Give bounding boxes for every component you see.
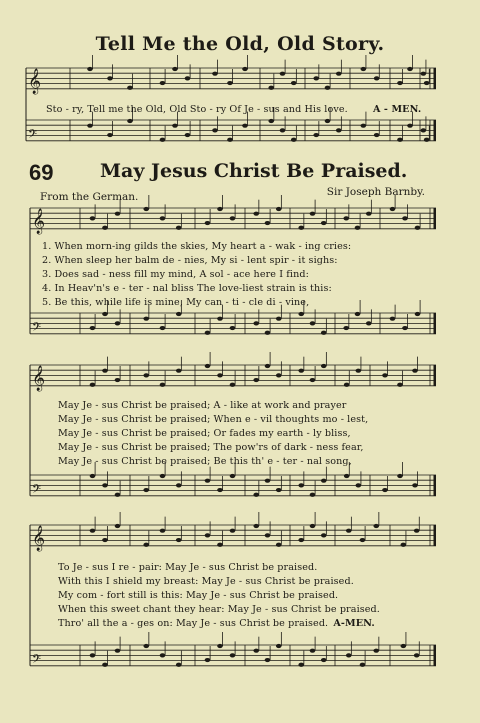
note-head — [276, 644, 282, 648]
end-bar — [434, 475, 437, 496]
note-head — [344, 474, 350, 478]
note-head — [310, 378, 316, 382]
bass-clef-icon: 𝄢 — [32, 482, 42, 499]
note-head — [102, 312, 108, 316]
note-head — [253, 321, 259, 325]
top-hymn-amen: A - MEN. — [372, 104, 422, 115]
note-head — [90, 653, 96, 657]
verse-line: May Je - sus Christ be praised; Be this th' e - ter - nal song, — [58, 456, 352, 467]
end-bar — [434, 68, 437, 89]
note-head — [143, 488, 149, 492]
note-head — [366, 212, 372, 216]
note-head — [374, 133, 380, 137]
note-head — [115, 649, 121, 653]
note-head — [230, 653, 236, 657]
note-head — [361, 67, 367, 71]
note-head — [205, 331, 211, 335]
note-head — [276, 317, 282, 321]
note-head — [401, 644, 407, 648]
note-head — [212, 128, 218, 132]
note-head — [253, 649, 259, 653]
note-head — [115, 212, 121, 216]
note-head — [115, 378, 121, 382]
end-bar — [434, 525, 437, 546]
note-head — [205, 479, 211, 483]
note-head — [205, 658, 211, 662]
verse-line: 4. In Heav'n's e - ter - nal bliss The love-liest strain is this: — [42, 283, 332, 294]
note-head — [102, 226, 108, 230]
note-head — [280, 72, 286, 76]
note-head — [276, 488, 282, 492]
note-head — [143, 207, 149, 211]
note-head — [185, 133, 191, 137]
note-head — [160, 529, 166, 533]
note-head — [421, 72, 427, 76]
note-head — [217, 644, 223, 648]
note-head — [343, 216, 349, 220]
note-head — [313, 133, 319, 137]
verse-line: To Je - sus I re - pair: May Je - sus Christ be praised. — [58, 562, 318, 573]
note-head — [143, 543, 149, 547]
verse-line: 2. When sleep her balm de - nies, My si - lent spir - it sighs: — [42, 255, 338, 266]
note-head — [397, 138, 403, 142]
note-head — [176, 226, 182, 230]
note-head — [115, 321, 121, 325]
note-head — [160, 653, 166, 657]
treble-clef-icon: 𝄞 — [28, 68, 42, 94]
note-head — [344, 383, 350, 387]
note-head — [414, 529, 420, 533]
note-head — [160, 474, 166, 478]
top-hymn-title: Tell Me the Old, Old Story. — [95, 33, 385, 55]
note-head — [390, 317, 396, 321]
note-head — [298, 483, 304, 487]
verse-line: May Je - sus Christ be praised; When e - vil thoughts mo - lest, — [58, 414, 369, 425]
end-bar — [434, 120, 437, 141]
note-head — [212, 72, 218, 76]
note-head — [412, 483, 418, 487]
note-head — [127, 119, 133, 123]
note-head — [242, 67, 248, 71]
note-head — [356, 483, 362, 487]
note-head — [87, 67, 93, 71]
verse-line: 5. Be this, while life is mine, My can - ti - cle di - vine, — [42, 297, 310, 308]
note-head — [291, 138, 297, 142]
note-head — [143, 373, 149, 377]
note-head — [390, 207, 396, 211]
hymn-amen: A-MEN. — [333, 618, 375, 629]
verse-line: 1. When morn-ing gilds the skies, My heart a - wak - ing cries: — [42, 241, 352, 252]
note-head — [310, 524, 316, 528]
note-head — [298, 312, 304, 316]
note-head — [268, 119, 274, 123]
note-head — [402, 216, 408, 220]
note-head — [205, 364, 211, 368]
note-head — [176, 369, 182, 373]
verse-line: 3. Does sad - ness fill my mind, A sol - ace here I find: — [42, 269, 309, 280]
note-head — [265, 479, 271, 483]
note-head — [160, 383, 166, 387]
note-head — [230, 326, 236, 330]
note-head — [310, 649, 316, 653]
verse-line: My com - fort still is this: May Je - sus Christ be praised. — [58, 590, 339, 601]
note-head — [397, 474, 403, 478]
note-head — [382, 488, 388, 492]
note-head — [90, 216, 96, 220]
note-head — [230, 474, 236, 478]
note-head — [90, 326, 96, 330]
note-head — [424, 138, 430, 142]
note-head — [336, 128, 342, 132]
note-head — [102, 538, 108, 542]
hymn-number: 69 — [29, 160, 54, 185]
note-head — [373, 649, 379, 653]
note-head — [227, 138, 233, 142]
verse-line: May Je - sus Christ be praised; Or fades my earth - ly bliss, — [58, 428, 351, 439]
note-head — [346, 653, 352, 657]
note-head — [176, 538, 182, 542]
note-head — [325, 86, 331, 90]
verse-line: May Je - sus Christ be praised; The pow'rs of dark - ness fear, — [58, 442, 364, 453]
note-head — [176, 483, 182, 487]
note-head — [343, 326, 349, 330]
verse-line: Thro' all the a - ges on: May Je - sus Christ be praised. A-MEN. — [58, 618, 375, 629]
verse-line: With this I shield my breast: May Je - sus Christ be praised. — [58, 576, 354, 587]
bass-clef-icon: 𝄢 — [28, 127, 38, 144]
note-head — [407, 67, 413, 71]
note-head — [160, 138, 166, 142]
note-head — [321, 364, 327, 368]
note-head — [321, 479, 327, 483]
note-head — [253, 524, 259, 528]
note-head — [160, 326, 166, 330]
note-head — [325, 119, 331, 123]
note-head — [102, 369, 108, 373]
note-head — [265, 533, 271, 537]
note-head — [276, 373, 282, 377]
note-head — [217, 207, 223, 211]
note-head — [313, 76, 319, 80]
note-head — [230, 383, 236, 387]
note-head — [424, 81, 430, 85]
top-hymn-lyric: Sto - ry, Tell me the Old, Old Sto - ry Of Je - sus and His love. A - MEN. — [46, 104, 422, 115]
note-head — [407, 124, 413, 128]
verse-line: May Je - sus Christ be praised; A - like at work and prayer — [58, 400, 347, 411]
note-head — [143, 644, 149, 648]
note-head — [107, 133, 113, 137]
note-head — [102, 663, 108, 667]
note-head — [230, 216, 236, 220]
treble-clef-icon: 𝄞 — [32, 525, 46, 551]
note-head — [360, 663, 366, 667]
note-head — [355, 226, 361, 230]
note-head — [253, 493, 259, 497]
bass-clef-icon: 𝄢 — [32, 320, 42, 337]
note-head — [397, 81, 403, 85]
note-head — [230, 529, 236, 533]
note-head — [355, 312, 361, 316]
note-head — [321, 331, 327, 335]
note-head — [298, 226, 304, 230]
note-head — [205, 533, 211, 537]
verse-line: When this sweet chant they hear: May Je - sus Christ be praised. — [58, 604, 380, 615]
note-head — [242, 124, 248, 128]
note-head — [321, 221, 327, 225]
note-head — [160, 216, 166, 220]
note-head — [310, 212, 316, 216]
note-head — [310, 321, 316, 325]
note-head — [414, 653, 420, 657]
note-head — [115, 524, 121, 528]
treble-clef-icon: 𝄞 — [32, 365, 46, 391]
note-head — [298, 369, 304, 373]
note-head — [217, 543, 223, 547]
note-head — [321, 658, 327, 662]
note-head — [336, 72, 342, 76]
note-head — [382, 373, 388, 377]
note-head — [321, 533, 327, 537]
note-head — [265, 221, 271, 225]
note-head — [253, 378, 259, 382]
note-head — [217, 488, 223, 492]
note-head — [280, 128, 286, 132]
note-head — [253, 212, 259, 216]
end-bar — [434, 313, 437, 334]
note-head — [127, 86, 133, 90]
note-head — [90, 474, 96, 478]
note-head — [217, 317, 223, 321]
note-head — [160, 81, 166, 85]
note-head — [401, 543, 407, 547]
note-head — [143, 317, 149, 321]
note-head — [346, 529, 352, 533]
note-head — [373, 524, 379, 528]
treble-clef-icon: 𝄞 — [32, 208, 46, 234]
note-head — [298, 538, 304, 542]
note-head — [90, 529, 96, 533]
note-head — [90, 383, 96, 387]
note-head — [356, 369, 362, 373]
note-head — [217, 373, 223, 377]
note-head — [412, 369, 418, 373]
note-head — [366, 321, 372, 325]
note-head — [374, 76, 380, 80]
note-head — [397, 383, 403, 387]
note-head — [115, 493, 121, 497]
note-head — [415, 226, 421, 230]
note-head — [265, 331, 271, 335]
note-head — [176, 312, 182, 316]
note-head — [310, 493, 316, 497]
note-head — [102, 483, 108, 487]
hymn-composer: Sir Joseph Barnby. — [326, 186, 425, 198]
note-head — [268, 86, 274, 90]
note-head — [185, 76, 191, 80]
note-head — [176, 663, 182, 667]
note-head — [265, 658, 271, 662]
note-head — [360, 538, 366, 542]
note-head — [291, 81, 297, 85]
note-head — [205, 221, 211, 225]
note-head — [415, 312, 421, 316]
end-bar — [434, 365, 437, 386]
note-head — [402, 326, 408, 330]
note-head — [298, 663, 304, 667]
note-head — [361, 124, 367, 128]
note-head — [276, 543, 282, 547]
hymn-title: May Jesus Christ Be Praised. — [100, 160, 408, 182]
end-bar — [434, 208, 437, 229]
note-head — [421, 128, 427, 132]
end-bar — [434, 645, 437, 666]
note-head — [265, 364, 271, 368]
note-head — [172, 67, 178, 71]
note-head — [227, 81, 233, 85]
hymn-source: From the German. — [40, 191, 139, 203]
bass-clef-icon: 𝄢 — [32, 652, 42, 669]
note-head — [276, 207, 282, 211]
note-head — [107, 76, 113, 80]
note-head — [87, 124, 93, 128]
note-head — [172, 124, 178, 128]
